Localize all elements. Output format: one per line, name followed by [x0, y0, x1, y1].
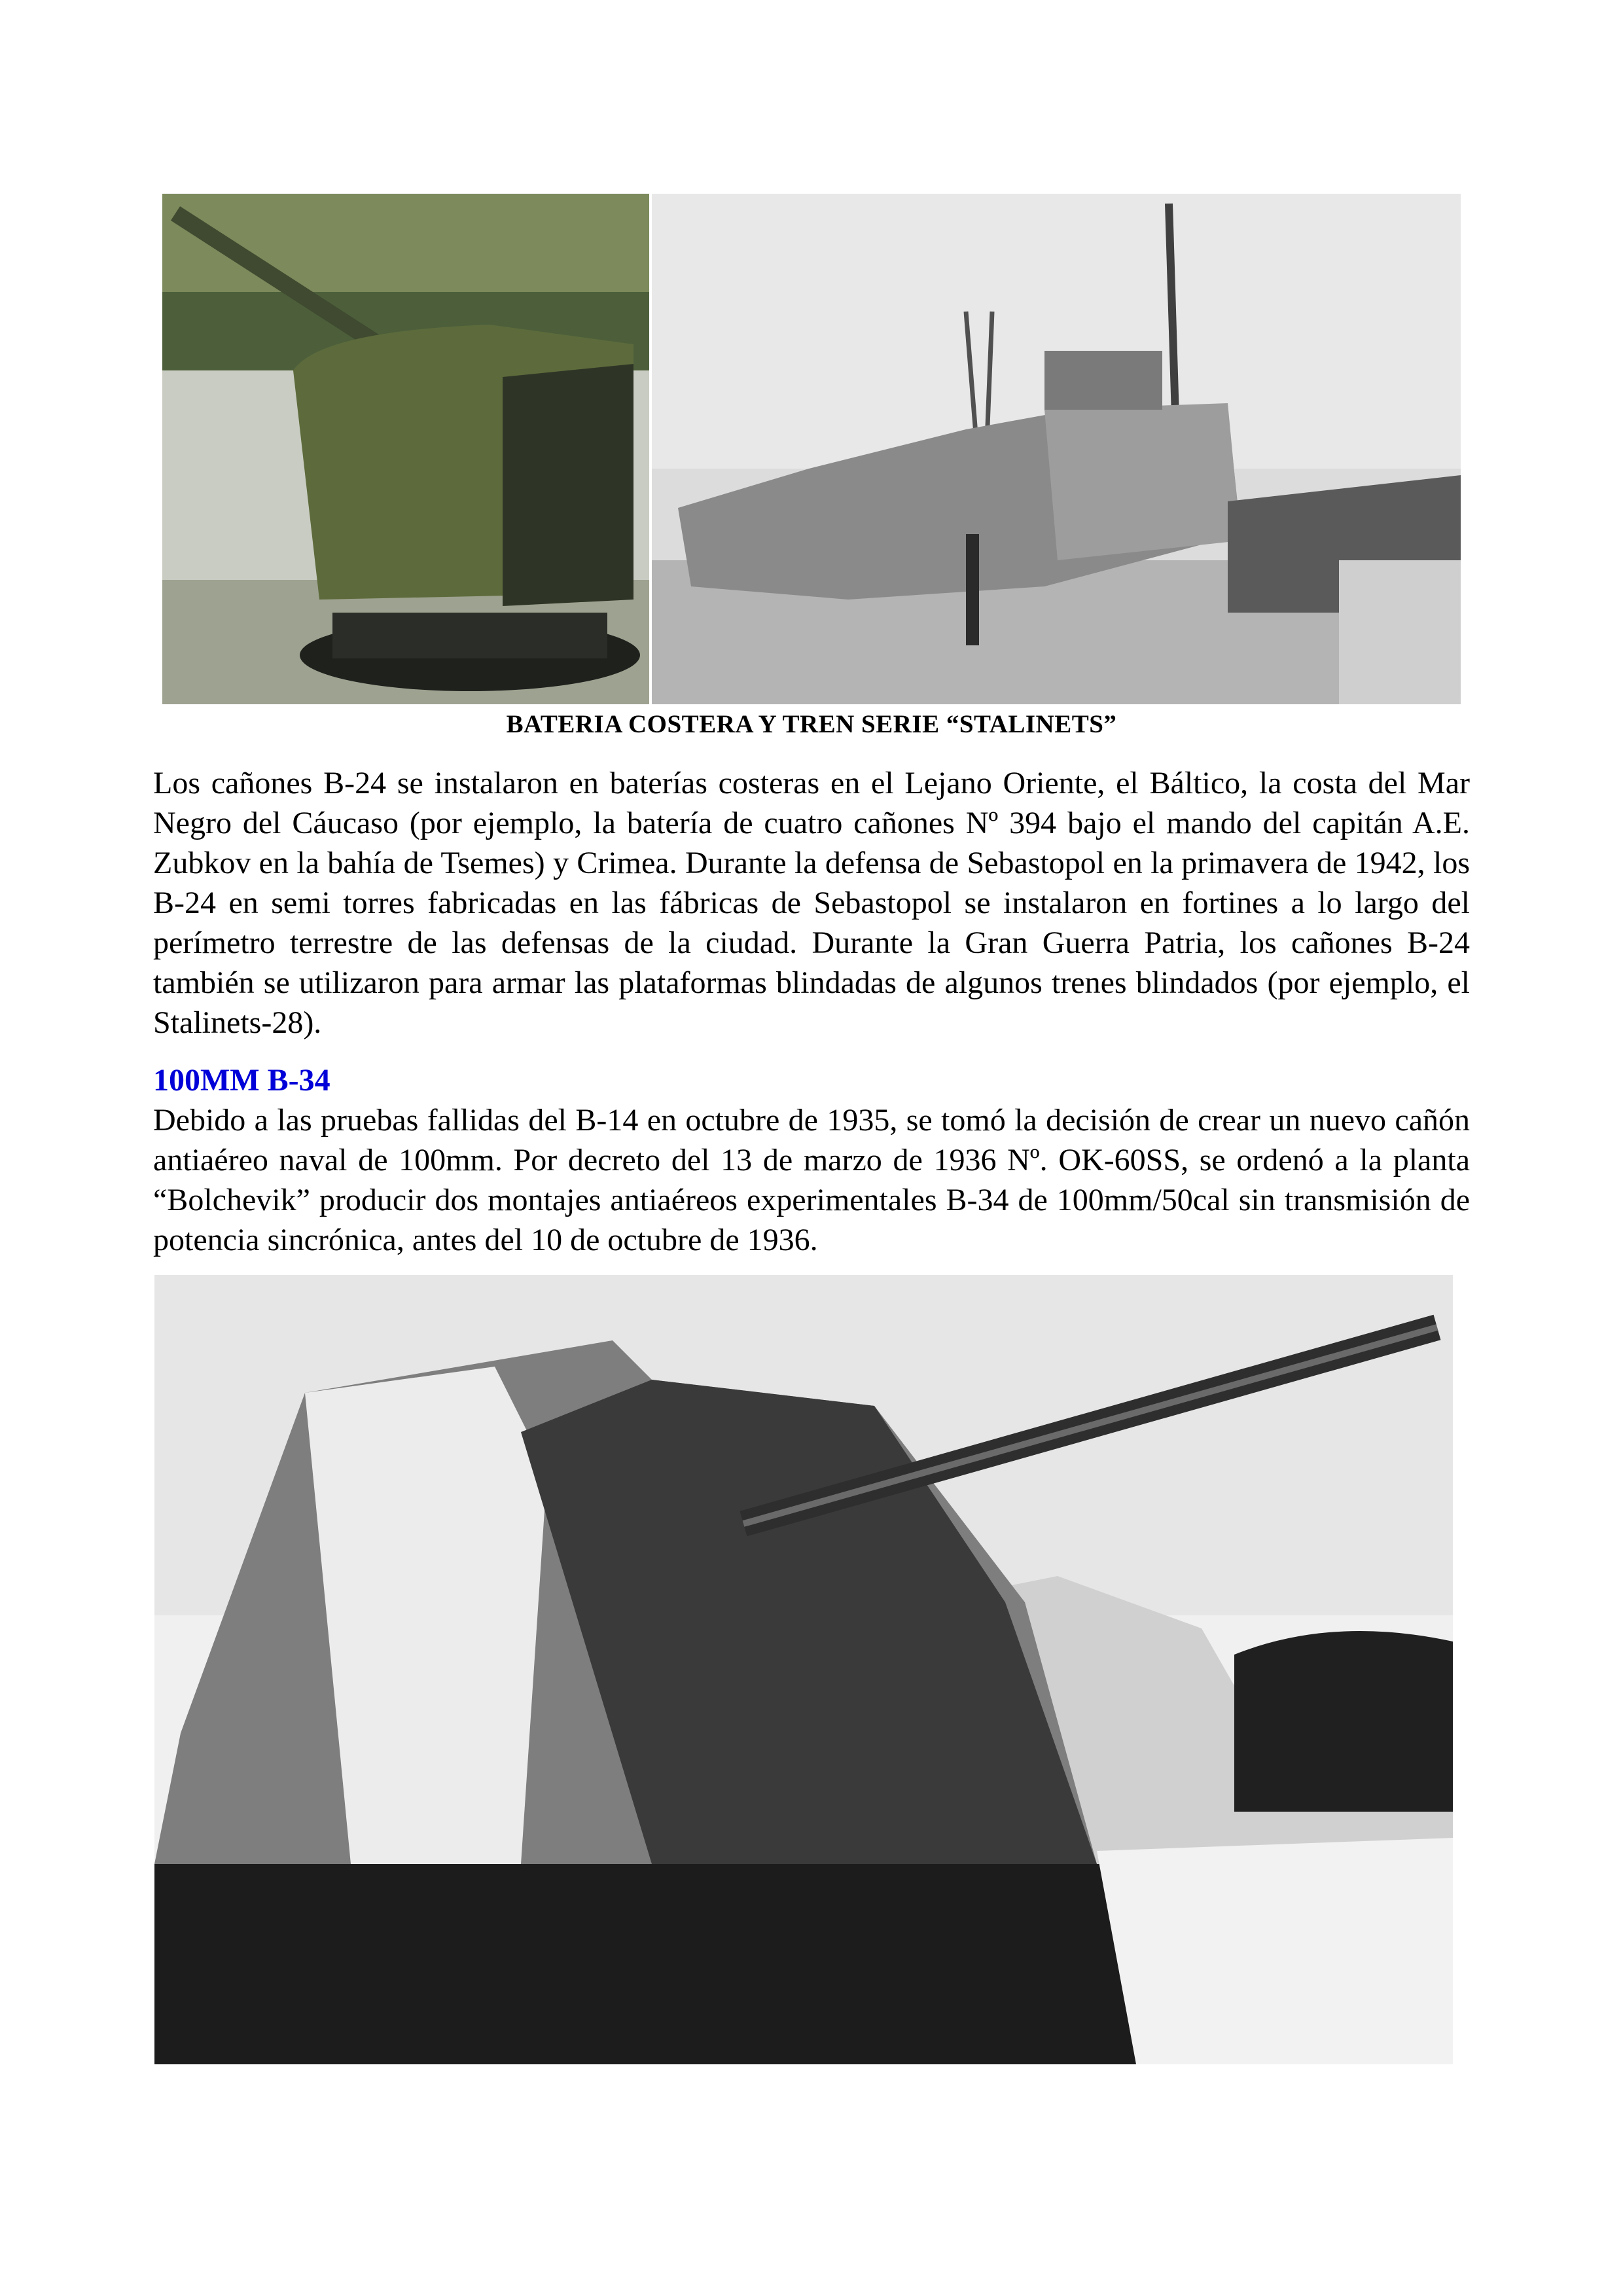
section-heading: 100MM B-34 — [153, 1063, 330, 1098]
b34-gun-mount-icon — [154, 1275, 1453, 2064]
armored-train-photo — [652, 194, 1461, 704]
top-figure — [162, 194, 1461, 704]
figure-caption: BATERIA COSTERA Y TREN SERIE “STALINETS” — [506, 710, 1117, 738]
body-paragraph-1: Los cañones B-24 se instalaron en baterías costeras en el Lejano Oriente, el Báltico, la costa del Mar Negro del Cáucaso (por ejemplo, la batería de cuatro cañones Nº 394 bajo el mando del capitán A.E. Zubkov en la bahía de Tsemes) y Crimea. Durante la defensa de Sebastopol en la primavera de 1942, los B-24 en semi torres fabricadas en las fábricas de Sebastopol se instalaron en fortines a lo largo del perímetro terrestre de las defensas de la ciudad. Durante la Gran Guerra Patria, los cañones B-24 también se utilizaron para armar las plataformas blindadas de algunos trenes blindados (por ejemplo, el Stalinets-28). — [153, 766, 1470, 1040]
coastal-gun-turret-photo — [162, 194, 649, 704]
coastal-gun-turret-icon — [162, 194, 649, 704]
b34-naval-gun-mount-photo — [154, 1275, 1453, 2064]
armored-train-icon — [652, 194, 1461, 704]
body-paragraph-2: Debido a las pruebas fallidas del B-14 en octubre de 1935, se tomó la decisión de crear un nuevo cañón antiaéreo naval de 100mm. Por decreto del 13 de marzo de 1936 Nº. OK-60SS, se ordenó a la planta “Bolchevik” producir dos montajes antiaéreos experimentales B-34 de 100mm/50cal sin transmisión de potencia sincrónica, antes del 10 de octubre de 1936. — [153, 1103, 1470, 1257]
